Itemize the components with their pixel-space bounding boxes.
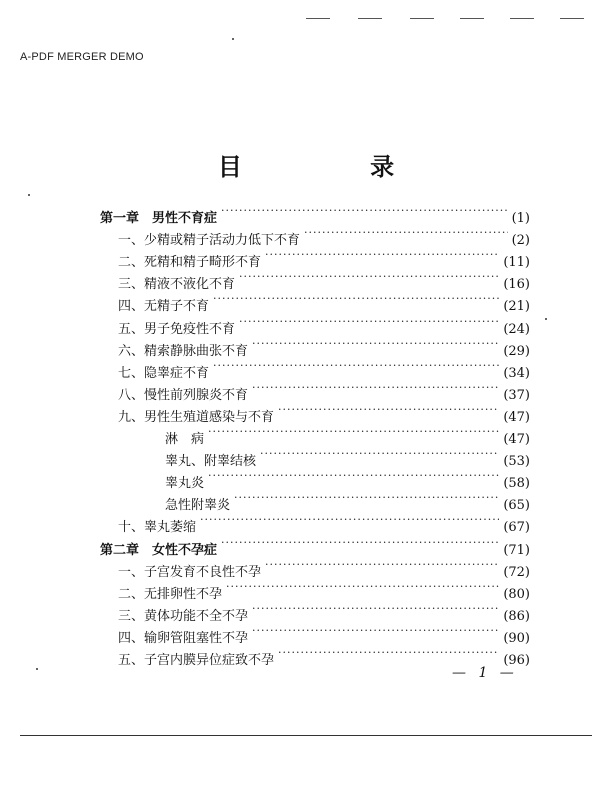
toc-entry (165, 465, 530, 492)
toc-entry (118, 355, 530, 381)
dot-leader (200, 509, 499, 531)
toc-entry-label: 九、男性生殖道感染与不育 (118, 409, 275, 425)
toc-entry-label: 一、子宫发育不良性不孕 (118, 564, 262, 580)
toc-entry (118, 509, 530, 536)
toc-entry-page: (67) (503, 520, 530, 536)
scan-speck (545, 318, 547, 320)
toc-entry-label: 七、隐睾症不育 (118, 365, 210, 381)
toc-entry-page: (29) (503, 343, 530, 359)
toc-entry-page: (86) (503, 608, 530, 624)
toc-entry (118, 288, 530, 315)
dot-leader (226, 576, 499, 598)
dot-leader (252, 620, 499, 642)
dot-leader (239, 311, 499, 333)
toc-entry-page: (58) (503, 476, 530, 492)
toc-entry-label: 四、无精子不育 (118, 299, 210, 315)
toc-entry-page: (53) (503, 454, 530, 470)
toc-entry-page: (96) (503, 653, 530, 668)
toc-entry-label: 一、少精或精子活动力低下不育 (118, 233, 301, 249)
toc-entry-label: 四、输卵管阻塞性不孕 (118, 630, 249, 646)
dash (460, 18, 484, 19)
toc-entry-label: 睾丸、附睾结核 (165, 454, 257, 470)
toc-entry-label: 淋 病 (165, 432, 205, 447)
toc-entry-label: 六、精索静脉曲张不育 (118, 343, 249, 359)
toc-entry-label: 二、死精和精子畸形不育 (118, 255, 262, 271)
toc-entry-page: (71) (503, 542, 530, 558)
dot-leader (304, 222, 508, 244)
toc-entry-page: (24) (503, 321, 530, 337)
dot-leader (265, 554, 499, 576)
dot-leader (278, 399, 499, 421)
toc-entry-label: 五、子宫内膜异位症致不孕 (118, 653, 275, 668)
toc-entry-page: (47) (503, 409, 530, 425)
dot-leader (221, 532, 499, 554)
dot-leader (221, 200, 508, 222)
toc-entry (118, 554, 530, 580)
toc-entry (118, 598, 530, 624)
toc-entry (165, 487, 530, 514)
toc-entry (118, 642, 530, 668)
toc-entry (118, 620, 530, 646)
toc-entry-page: (34) (503, 365, 530, 381)
dot-leader (239, 266, 499, 288)
toc-entry-page: (47) (503, 432, 530, 447)
toc-entry-page: (2) (511, 233, 530, 249)
dot-leader (234, 487, 499, 509)
dot-leader (252, 598, 499, 620)
toc-entry-page: (72) (503, 564, 530, 580)
watermark-text: A-PDF MERGER DEMO (20, 51, 144, 63)
dash (358, 18, 382, 19)
toc-entry-label: 八、慢性前列腺炎不育 (118, 387, 249, 403)
toc-entry-page: (11) (503, 255, 530, 271)
dot-leader (252, 333, 499, 355)
toc-entry-label: 第二章 女性不孕症 (100, 542, 218, 558)
dash (306, 18, 330, 19)
toc-entry-label: 睾丸炎 (165, 476, 205, 492)
dot-leader (278, 642, 499, 664)
toc-entry-label: 三、黄体功能不全不孕 (118, 608, 249, 624)
bottom-rule (20, 735, 592, 736)
dot-leader (208, 465, 499, 487)
toc-entry (100, 532, 530, 558)
page-number: — 1 — (452, 665, 518, 681)
toc-entry-label: 三、精液不液化不育 (118, 277, 236, 293)
scan-speck (232, 38, 234, 40)
scan-speck (36, 668, 38, 670)
toc-entry (165, 443, 530, 470)
toc-entry (118, 377, 530, 403)
dot-leader (213, 355, 499, 377)
toc-entry-page: (1) (511, 211, 530, 226)
toc-entry-label: 二、无排卵性不孕 (118, 586, 223, 602)
toc-entry (118, 399, 530, 425)
toc-entry (165, 421, 530, 447)
toc-entry (118, 222, 530, 249)
toc-entry-page: (80) (503, 586, 530, 602)
toc-entry (118, 266, 530, 293)
page-title: 目 录 (217, 153, 455, 181)
toc-entry (118, 311, 530, 337)
toc-entry-page: (37) (503, 387, 530, 403)
dash (510, 18, 534, 19)
dot-leader (208, 421, 499, 443)
dot-leader (265, 244, 499, 266)
toc-entry-label: 十、睾丸萎缩 (118, 520, 197, 536)
toc-entry-label: 急性附睾炎 (165, 498, 231, 514)
toc-entry-page: (65) (503, 498, 530, 514)
toc-entry-page: (16) (503, 277, 530, 293)
toc-entry (118, 576, 530, 602)
toc-entry (100, 200, 530, 226)
dash (560, 18, 584, 19)
toc-entry-page: (90) (503, 630, 530, 646)
toc-entry-page: (21) (503, 299, 530, 315)
header-dash-rule (306, 18, 586, 20)
dot-leader (252, 377, 499, 399)
scan-speck (28, 194, 30, 196)
toc-entry (118, 333, 530, 359)
toc-entry-label: 五、男子免疫性不育 (118, 321, 236, 337)
dash (410, 18, 434, 19)
dot-leader (213, 288, 499, 310)
toc-entry-label: 第一章 男性不育症 (100, 211, 218, 226)
toc-entry (118, 244, 530, 271)
dot-leader (260, 443, 499, 465)
